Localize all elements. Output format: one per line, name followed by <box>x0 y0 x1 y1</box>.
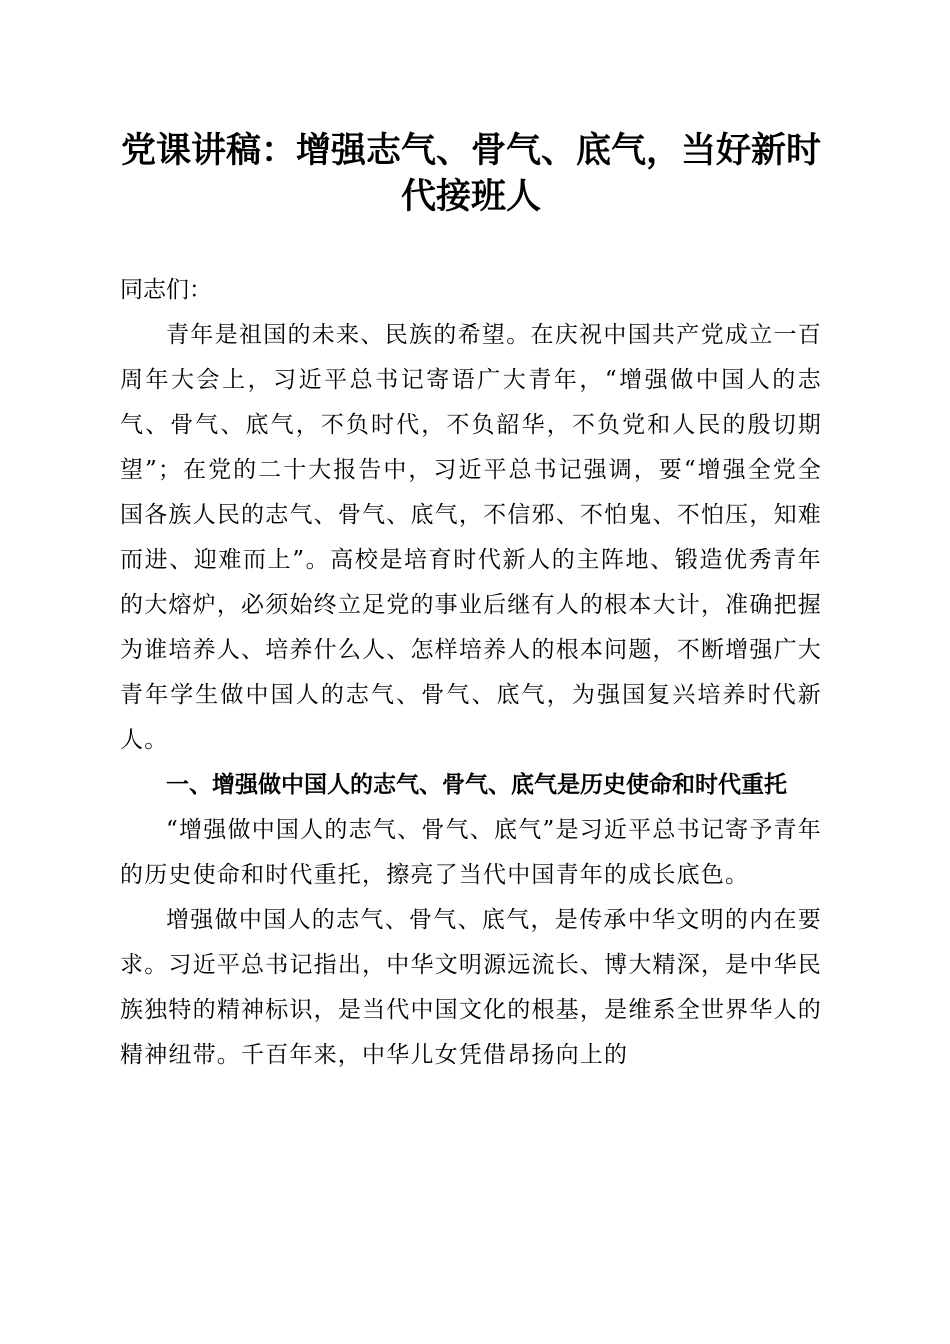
intro-paragraph: 青年是祖国的未来、民族的希望。在庆祝中国共产党成立一百周年大会上，习近平总书记寄语广大青年，“增强做中国人的志气、骨气、底气，不负时代，不负韶华，不负党和人民的殷切期望”；在党的二十大报告中，习近平总书记强调，要“增强全党全国各族人民的志气、骨气、底气，不信邪、不怕鬼、不怕压，知难而进、迎难而上”。高校是培育时代新人的主阵地、锻造优秀青年的大熔炉，必须始终立足党的事业后继有人的根本大计，准确把握为谁培养人、培养什么人、怎样培养人的根本问题，不断增强广大青年学生做中国人的志气、骨气、底气，为强国复兴培养时代新人。 <box>120 322 822 753</box>
document-page <box>120 128 822 1078</box>
salutation: 同志们： <box>120 277 212 303</box>
document-title: 党课讲稿：增强志气、骨气、底气，当好新时代接班人 <box>120 130 821 217</box>
section1-paragraph-2: 增强做中国人的志气、骨气、底气，是传承中华文明的内在要求。习近平总书记指出，中华文明源远流长、博大精深，是中华民族独特的精神标识，是当代中国文化的根基，是维系全世界华人的精神纽带。千百年来，中华儿女凭借昂扬向上的 <box>120 907 822 1068</box>
section-heading-1: 一、增强做中国人的志气、骨气、底气是历史使命和时代重托 <box>166 772 787 798</box>
section1-paragraph-1: “增强做中国人的志气、骨气、底气”是习近平总书记寄予青年的历史使命和时代重托，擦亮了当代中国青年的成长底色。 <box>120 817 822 888</box>
